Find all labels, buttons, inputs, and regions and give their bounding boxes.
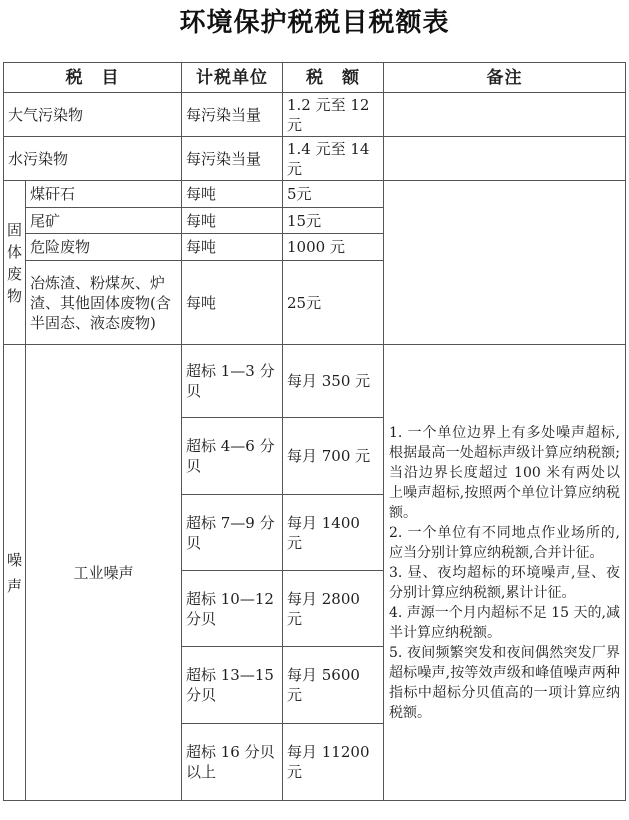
noise-unit: 超标 4—6 分贝 [182, 418, 283, 495]
noise-unit: 超标 10—12 分贝 [182, 571, 283, 647]
noise-sub: 工业噪声 [26, 345, 182, 801]
solid-category-cell [4, 181, 26, 345]
solid-unit: 每吨 [182, 261, 283, 345]
solid-amount: 15元 [283, 208, 384, 234]
solid-amount: 5元 [283, 181, 384, 208]
solid-unit: 每吨 [182, 181, 283, 208]
noise-amount: 每月 1400 元 [283, 495, 384, 571]
solid-name: 尾矿 [26, 208, 182, 234]
noise-amount: 每月 5600 元 [283, 647, 384, 724]
solid-name: 煤矸石 [26, 181, 182, 208]
noise-unit: 超标 1—3 分贝 [182, 345, 283, 418]
noise-amount: 每月 350 元 [283, 345, 384, 418]
row-air [4, 93, 626, 137]
table-header-row [4, 63, 626, 93]
water-remark [384, 137, 626, 181]
solid-unit: 每吨 [182, 208, 283, 234]
header-item: 税 目 [4, 63, 182, 93]
noise-note: 4. 声源一个月内超标不足 15 天的,减半计算应纳税额。 [389, 604, 620, 641]
noise-unit: 超标 7—9 分贝 [182, 495, 283, 571]
header-remark: 备注 [384, 63, 626, 93]
solid-remark [384, 181, 626, 345]
air-remark [384, 93, 626, 137]
noise-amount: 每月 2800 元 [283, 571, 384, 647]
noise-note: 3. 昼、夜均超标的环境噪声,昼、夜分别计算应纳税额,累计计征。 [389, 564, 620, 601]
noise-unit: 超标 16 分贝以上 [182, 724, 283, 801]
solid-category: 固体废物 [6, 220, 22, 305]
air-amount: 1.2 元至 12元 [283, 93, 384, 137]
water-unit: 每污染当量 [182, 137, 283, 181]
noise-category-cell [4, 345, 26, 801]
noise-amount: 每月 700 元 [283, 418, 384, 495]
tax-table [3, 62, 626, 801]
solid-row [4, 181, 626, 208]
noise-category: 噪声 [6, 550, 22, 595]
noise-amount: 每月 11200 元 [283, 724, 384, 801]
noise-note: 5. 夜间频繁突发和夜间偶然突发厂界超标噪声,按等效声级和峰值噪声两种指标中超标分贝值高的一项计算应纳税额。 [389, 644, 620, 721]
noise-unit: 超标 13—15 分贝 [182, 647, 283, 724]
noise-note: 1. 一个单位边界上有多处噪声超标,根据最高一处超标声级计算应纳税额;当沿边界长度超过 100 米有两处以上噪声超标,按照两个单位计算应纳税额。 [389, 424, 620, 521]
header-amount: 税 额 [283, 63, 384, 93]
water-amount: 1.4 元至 14元 [283, 137, 384, 181]
solid-unit: 每吨 [182, 234, 283, 261]
solid-name: 危险废物 [26, 234, 182, 261]
air-unit: 每污染当量 [182, 93, 283, 137]
solid-name: 冶炼渣、粉煤灰、炉渣、其他固体废物(含半固态、液态废物) [26, 261, 182, 345]
noise-note: 2. 一个单位有不同地点作业场所的,应当分别计算应纳税额,合并计征。 [389, 524, 620, 561]
noise-notes [384, 345, 626, 801]
page-title: 环境保护税税目税额表 [179, 8, 450, 38]
solid-amount: 25元 [283, 261, 384, 345]
water-name: 水污染物 [4, 137, 182, 181]
header-unit: 计税单位 [182, 63, 283, 93]
row-water [4, 137, 626, 181]
solid-amount: 1000 元 [283, 234, 384, 261]
air-name: 大气污染物 [4, 93, 182, 137]
noise-row [4, 345, 626, 418]
